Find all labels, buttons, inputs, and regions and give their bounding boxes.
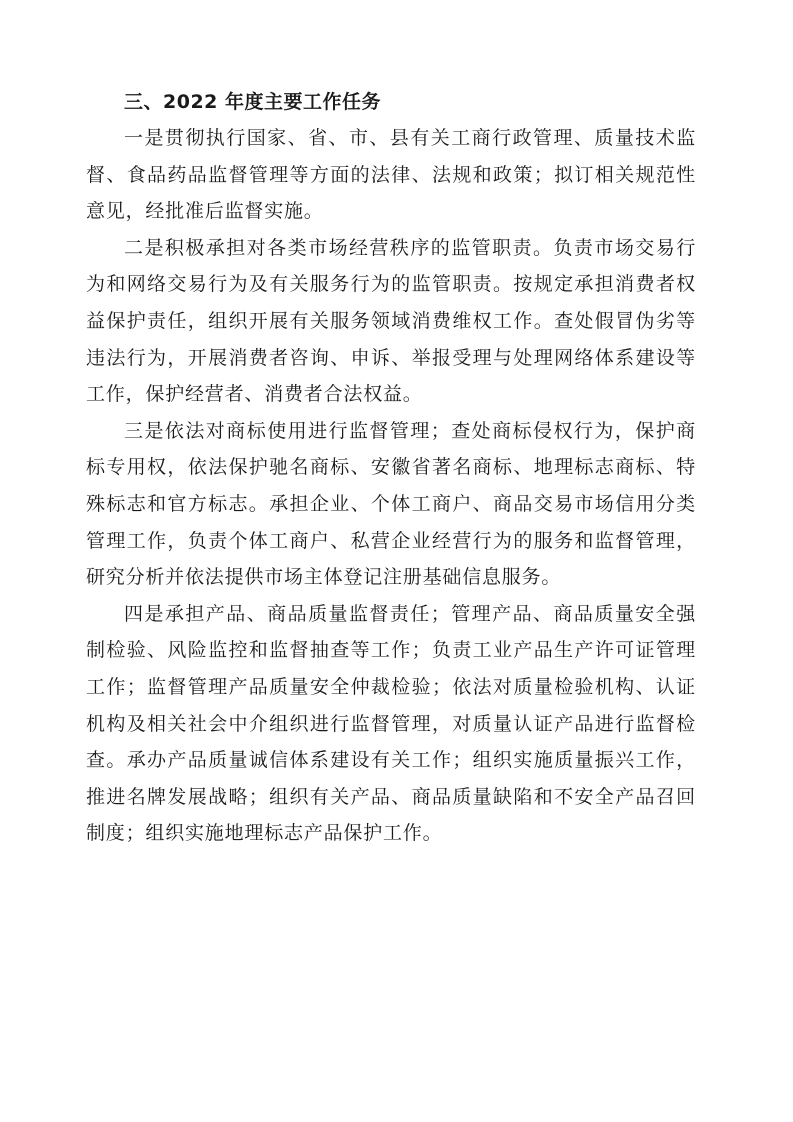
paragraph-1: 一是贯彻执行国家、省、市、县有关工商行政管理、质量技术监督、食品药品监督管理等方面的法律、法规和政策；拟订相关规范性意见，经批准后监督实施。 bbox=[86, 127, 696, 223]
paragraph-2: 二是积极承担对各类市场经营秩序的监管职责。负责市场交易行为和网络交易行为及有关服务行为的监管职责。按规定承担消费者权益保护责任，组织开展有关服务领域消费维权工作。查处假冒伪劣等违法行为，开展消费者咨询、申诉、举报受理与处理网络体系建设等工作，保护经营者、消费者合法权益。 bbox=[86, 236, 696, 406]
section-heading: 三、2022 年度主要工作任务 bbox=[124, 91, 381, 113]
paragraph-4: 四是承担产品、商品质量监督责任；管理产品、商品质量安全强制检验、风险监控和监督抽查等工作；负责工业产品生产许可证管理工作；监督管理产品质量安全仲裁检验；依法对质量检验机构、认证机构及相关社会中介组织进行监督管理，对质量认证产品进行监督检查。承办产品质量诚信体系建设有关工作；组织实施质量振兴工作，推进名牌发展战略；组织有关产品、商品质量缺陷和不安全产品召回制度；组织实施地理标志产品保护工作。 bbox=[86, 602, 696, 845]
document-body bbox=[86, 84, 696, 852]
paragraph-3: 三是依法对商标使用进行监督管理；查处商标侵权行为，保护商标专用权，依法保护驰名商标、安徽省著名商标、地理标志商标、特殊标志和官方标志。承担企业、个体工商户、商品交易市场信用分类管理工作，负责个体工商户、私营企业经营行为的服务和监督管理，研究分析并依法提供市场主体登记注册基础信息服务。 bbox=[86, 419, 696, 589]
